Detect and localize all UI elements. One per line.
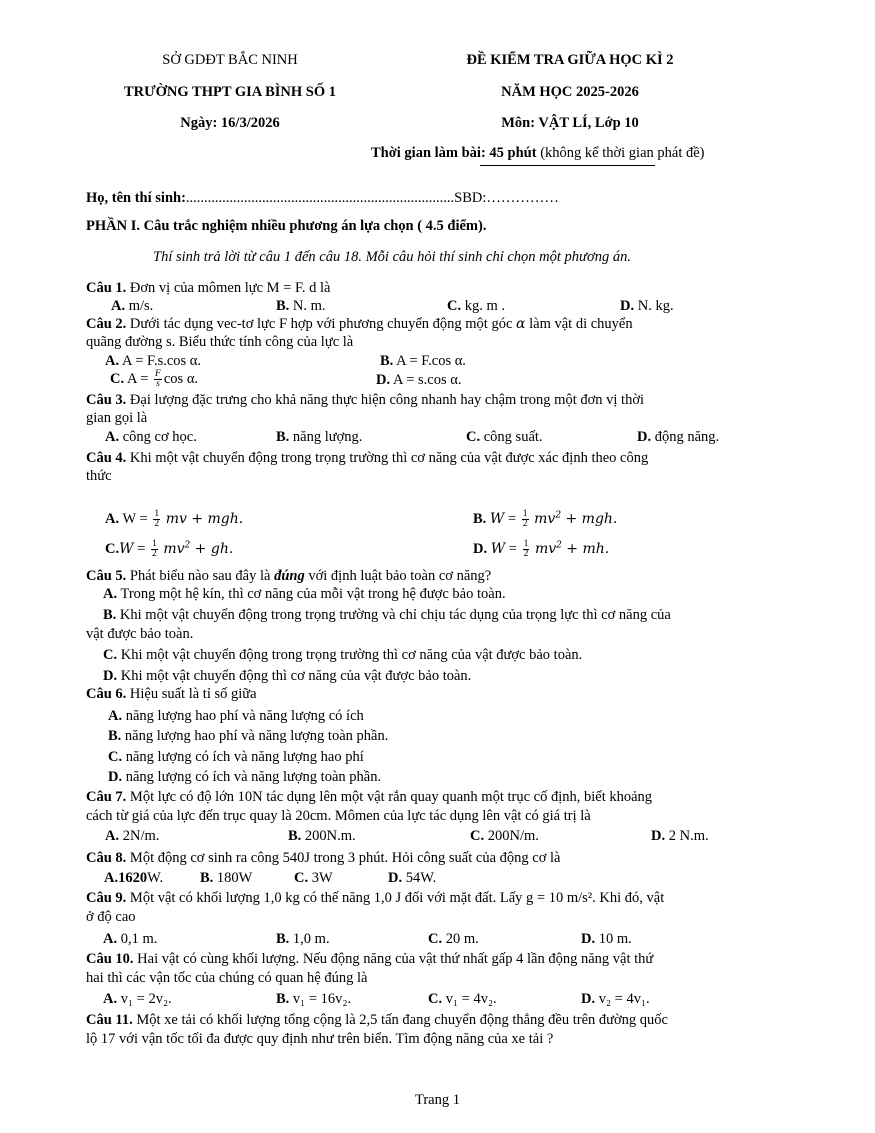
q4-option-d: D. W = $\frac{1}{2}$ $mv^2$ + mh.	[473, 539, 610, 559]
question-7-cont: cách từ giá của lực đến trục quay là 20cm. Mômen của lực tác dụng lên vật có giá trị là	[86, 808, 591, 824]
question-4: Câu 4. Khi một vật chuyển động trong trọng trường thì cơ năng của vật được xác định theo công	[86, 450, 649, 466]
q10-option-b: B. v₁ = 16v₂.	[276, 991, 352, 1007]
question-2: Câu 2. Dưới tác dụng vec-tơ lực F hợp với phương chuyển động một góc α làm vật di chuyển	[86, 316, 633, 332]
sbd-label: SBD:……………	[454, 190, 559, 206]
q4-option-b: B. W = $\frac{1}{2}$ $mv^2$ + mgh.	[473, 509, 618, 529]
question-2-cont: quãng đường s. Biểu thức tính công của lực là	[86, 334, 354, 350]
q5-option-a: A. Trong một hệ kín, thì cơ năng của mỗi vật trong hệ được bảo toàn.	[103, 586, 506, 602]
question-9-cont: ở độ cao	[86, 909, 136, 925]
q2-option-c: C. A = $\frac{F}{s}$ cos α.	[110, 369, 199, 389]
exam-date: Ngày: 16/3/2026	[180, 115, 280, 131]
question-7: Câu 7. Một lực có độ lớn 10N tác dụng lên một vật rắn quay quanh một trục cố định, biết khoảng	[86, 789, 653, 805]
q6-option-b: B. năng lượng hao phí và năng lượng toàn phần.	[108, 728, 389, 744]
question-text: Đơn vị của mômen lực M = F. d là	[126, 280, 331, 296]
q6-option-a: A. năng lượng hao phí và năng lượng có ích	[108, 708, 364, 724]
question-4-cont: thức	[86, 468, 112, 484]
q3-option-d: D. động năng.	[637, 429, 720, 445]
name-dots: ..........................................................................	[185, 190, 455, 206]
q6-option-d: D. năng lượng có ích và năng lượng toàn phần.	[108, 769, 382, 785]
q3-option-b: B. năng lượng.	[276, 429, 363, 445]
q8-option-b: B. 180W	[200, 870, 253, 886]
q2-option-d: D. A = s.cos α.	[376, 372, 462, 388]
q10-option-c: C. v₁ = 4v₂.	[428, 991, 497, 1007]
q8-option-a: A.1620W.	[104, 870, 164, 886]
part1-instruction: Thí sinh trả lời từ câu 1 đến câu 18. Mỗi câu hỏi thí sinh chỉ chọn một phương án.	[153, 249, 631, 265]
question-3: Câu 3. Đại lượng đặc trưng cho khả năng thực hiện công nhanh hay chậm trong một đơn vị thời	[86, 392, 645, 408]
q9-option-d: D. 10 m.	[581, 931, 632, 947]
subject: Môn: VẬT LÍ, Lớp 10	[501, 115, 639, 131]
question-10-cont: hai thì các vận tốc của chúng có quan hệ đúng là	[86, 970, 368, 986]
part1-title: PHẦN I. Câu trắc nghiệm nhiều phương án lựa chọn ( 4.5 điểm).	[86, 218, 487, 234]
question-8: Câu 8. Một động cơ sinh ra công 540J trong 3 phút. Hỏi công suất của động cơ là	[86, 850, 561, 866]
q5-option-b: B. Khi một vật chuyển động trong trọng trường và chỉ chịu tác dụng của trọng lực thì cơ năng của	[103, 607, 671, 623]
page-number: Trang 1	[415, 1092, 460, 1108]
q8-option-c: C. 3W	[294, 870, 333, 886]
q6-option-c: C. năng lượng có ích và năng lượng hao phí	[108, 749, 364, 765]
q4-option-a: A. W = $\frac{1}{2}$ mv + mgh.	[105, 509, 244, 529]
q10-option-a: A. v₁ = 2v₂.	[103, 991, 172, 1007]
school-name: TRƯỜNG THPT GIA BÌNH SỐ 1	[123, 84, 337, 100]
fraction: $\frac{F}{s}$	[155, 369, 161, 389]
question-6: Câu 6. Hiệu suất là tỉ số giữa	[86, 686, 257, 702]
time-limit	[371, 145, 705, 162]
question-1	[86, 280, 330, 297]
question-10: Câu 10. Hai vật có cùng khối lượng. Nếu động năng của vật thứ nhất gấp 4 lần động năng vật thứ	[86, 951, 654, 967]
q7-option-a: A. 2N/m.	[105, 828, 160, 844]
student-info	[86, 190, 559, 207]
q1-option-d: D. N. kg.	[620, 298, 674, 314]
q2-option-b: B. A = F.cos α.	[380, 353, 466, 369]
q1-option-c: C. kg. m .	[447, 298, 506, 314]
time-limit-note: (không kể thời gian phát đề)	[536, 145, 705, 161]
q5-option-b-cont: vật được bảo toàn.	[86, 626, 194, 642]
q3-option-c: C. công suất.	[466, 429, 543, 445]
question-3-cont: gian gọi là	[86, 410, 148, 426]
q9-option-a: A. 0,1 m.	[103, 931, 158, 947]
question-11: Câu 11. Một xe tải có khối lượng tổng cộng là 2,5 tấn đang chuyển động thẳng đều trên đường quốc	[86, 1012, 668, 1028]
q1-option-a: A. m/s.	[111, 298, 154, 314]
q5-option-c: C. Khi một vật chuyển động trong trọng trường thì cơ năng của vật được bảo toàn.	[103, 647, 583, 663]
school-year: NĂM HỌC 2025-2026	[501, 84, 639, 100]
q10-option-d: D. v₂ = 4v₁.	[581, 991, 650, 1007]
q9-option-c: C. 20 m.	[428, 931, 479, 947]
q7-option-c: C. 200N/m.	[470, 828, 539, 844]
department-name: SỞ GDĐT BẮC NINH	[162, 52, 298, 68]
q5-option-d: D. Khi một vật chuyển động thì cơ năng của vật được bảo toàn.	[103, 668, 472, 684]
q7-option-b: B. 200N.m.	[288, 828, 356, 844]
q3-option-a: A. công cơ học.	[105, 429, 197, 445]
question-9: Câu 9. Một vật có khối lượng 1,0 kg có thế năng 1,0 J đối với mặt đất. Lấy g = 10 m/s². Khi đó, vật	[86, 890, 665, 906]
q7-option-d: D. 2 N.m.	[651, 828, 709, 844]
q9-option-b: B. 1,0 m.	[276, 931, 330, 947]
question-5: Câu 5. Phát biểu nào sau đây là đúng với định luật bảo toàn cơ năng?	[86, 568, 492, 584]
exam-title: ĐỀ KIỂM TRA GIỮA HỌC KÌ 2	[466, 52, 674, 68]
q2-option-a: A. A = F.s.cos α.	[105, 353, 202, 369]
question-number: Câu 1.	[86, 280, 127, 296]
q1-option-b: B. N. m.	[276, 298, 326, 314]
q4-option-c: C.W = $\frac{1}{2}$ $mv^2$ + gh.	[105, 539, 234, 559]
question-11-cont: lộ 17 với vận tốc tối đa được quy định như trên biển. Tìm động năng của xe tải ?	[86, 1031, 554, 1047]
name-label: Họ, tên thí sinh:	[86, 190, 186, 206]
q8-option-d: D. 54W.	[388, 870, 437, 886]
time-limit-bold: Thời gian làm bài: 45 phút	[371, 145, 537, 161]
header-divider	[480, 165, 655, 166]
